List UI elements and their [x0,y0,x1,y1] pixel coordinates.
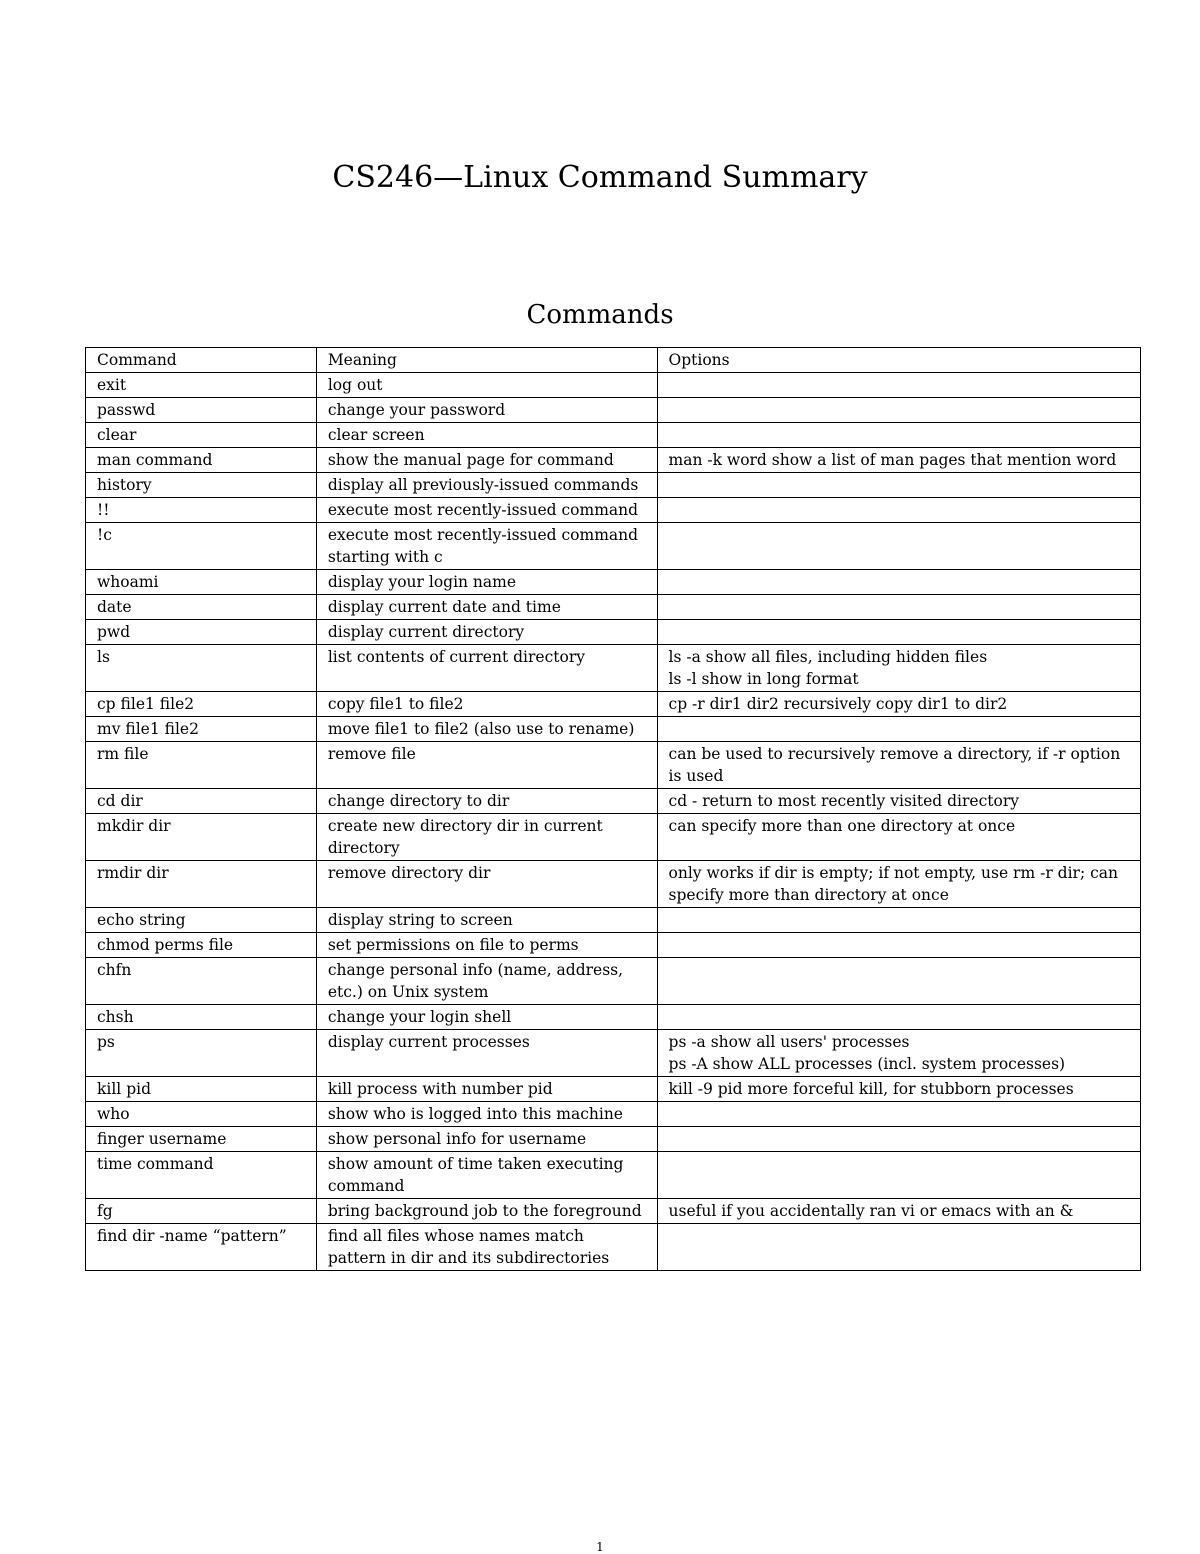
cell-options [657,1127,1140,1152]
table-row [86,448,1141,473]
cell-options [657,933,1140,958]
table-row [86,692,1141,717]
cell-meaning: show amount of time taken executing command [316,1152,657,1199]
table-row [86,1077,1141,1102]
table-row [86,523,1141,570]
cell-meaning: change directory to dir [316,789,657,814]
cell-options [657,908,1140,933]
cell-command: cd dir [86,789,317,814]
table-row [86,958,1141,1005]
cell-options [657,717,1140,742]
cell-options [657,423,1140,448]
page-title: CS246—Linux Command Summary [332,160,868,195]
table-row [86,620,1141,645]
table-row [86,423,1141,448]
header-options: Options [657,348,1140,373]
cell-meaning: create new directory dir in current directory [316,814,657,861]
cell-meaning: execute most recently-issued command starting with c [316,523,657,570]
table-row [86,645,1141,692]
cell-meaning: list contents of current directory [316,645,657,692]
cell-meaning: display current directory [316,620,657,645]
table-row [86,742,1141,789]
cell-meaning: clear screen [316,423,657,448]
command-table [85,347,1141,1271]
cell-command: date [86,595,317,620]
cell-meaning: copy file1 to file2 [316,692,657,717]
table-row [86,1224,1141,1271]
cell-options [657,498,1140,523]
cell-options: can be used to recursively remove a directory, if -r option is used [657,742,1140,789]
cell-command: passwd [86,398,317,423]
cell-command: echo string [86,908,317,933]
section-title: Commands [526,300,674,330]
cell-meaning: kill process with number pid [316,1077,657,1102]
option-line: ps -A show ALL processes (incl. system processes) [668,1055,1066,1073]
cell-meaning: find all files whose names match pattern in dir and its subdirectories [316,1224,657,1271]
cell-meaning: bring background job to the foreground [316,1199,657,1224]
cell-command: chmod perms file [86,933,317,958]
cell-command: history [86,473,317,498]
cell-meaning: display your login name [316,570,657,595]
cell-options: man -k word show a list of man pages that mention word [657,448,1140,473]
cell-options: only works if dir is empty; if not empty, use rm -r dir; can specify more than directory at once [657,861,1140,908]
cell-command: ls [86,645,317,692]
table-row [86,1005,1141,1030]
cell-command: !! [86,498,317,523]
cell-meaning: show the manual page for command [316,448,657,473]
cell-options: useful if you accidentally ran vi or emacs with an & [657,1199,1140,1224]
cell-command: clear [86,423,317,448]
cell-meaning: change your password [316,398,657,423]
table-row [86,570,1141,595]
cell-meaning: move file1 to file2 (also use to rename) [316,717,657,742]
cell-options [657,473,1140,498]
cell-command: chsh [86,1005,317,1030]
cell-options [657,1152,1140,1199]
cell-options [657,595,1140,620]
header-meaning: Meaning [316,348,657,373]
cell-meaning: display current date and time [316,595,657,620]
cell-meaning: display all previously-issued commands [316,473,657,498]
table-row [86,789,1141,814]
cell-options [657,373,1140,398]
cell-options: cd - return to most recently visited directory [657,789,1140,814]
cell-options [657,645,1140,692]
table-row [86,1127,1141,1152]
header-command: Command [86,348,317,373]
table-row [86,1102,1141,1127]
table-row [86,1030,1141,1077]
cell-options [657,1102,1140,1127]
cell-meaning: remove directory dir [316,861,657,908]
cell-command: mkdir dir [86,814,317,861]
cell-options: cp -r dir1 dir2 recursively copy dir1 to dir2 [657,692,1140,717]
cell-options: kill -9 pid more forceful kill, for stubborn processes [657,1077,1140,1102]
cell-command: pwd [86,620,317,645]
cell-meaning: change your login shell [316,1005,657,1030]
table-row [86,398,1141,423]
table-row [86,595,1141,620]
cell-options [657,1224,1140,1271]
option-line: ps -a show all users' processes [668,1033,910,1051]
table-row [86,908,1141,933]
table-row [86,861,1141,908]
table-row [86,473,1141,498]
cell-command: who [86,1102,317,1127]
cell-command: find dir -name “pattern” [86,1224,317,1271]
cell-options [657,1030,1140,1077]
cell-command: exit [86,373,317,398]
cell-meaning: change personal info (name, address, etc.) on Unix system [316,958,657,1005]
cell-meaning: log out [316,373,657,398]
cell-meaning: show who is logged into this machine [316,1102,657,1127]
cell-meaning: set permissions on file to perms [316,933,657,958]
page-number: 1 [596,1540,604,1554]
cell-options [657,398,1140,423]
cell-command: fg [86,1199,317,1224]
cell-command: chfn [86,958,317,1005]
table-row [86,373,1141,398]
cell-meaning: display string to screen [316,908,657,933]
cell-command: finger username [86,1127,317,1152]
cell-meaning: show personal info for username [316,1127,657,1152]
table-row [86,814,1141,861]
cell-command: !c [86,523,317,570]
table-row [86,717,1141,742]
cell-options: can specify more than one directory at once [657,814,1140,861]
cell-meaning: remove file [316,742,657,789]
option-line: ls -a show all files, including hidden files [668,648,988,666]
cell-options [657,958,1140,1005]
cell-command: rm file [86,742,317,789]
table-header-row [86,348,1141,373]
cell-command: rmdir dir [86,861,317,908]
option-line: ls -l show in long format [668,670,859,688]
table-row [86,933,1141,958]
cell-options [657,1005,1140,1030]
cell-options [657,523,1140,570]
cell-options [657,620,1140,645]
cell-options [657,570,1140,595]
cell-command: kill pid [86,1077,317,1102]
cell-command: man command [86,448,317,473]
cell-command: whoami [86,570,317,595]
table-row [86,498,1141,523]
cell-meaning: display current processes [316,1030,657,1077]
cell-meaning: execute most recently-issued command [316,498,657,523]
cell-command: ps [86,1030,317,1077]
cell-command: mv file1 file2 [86,717,317,742]
cell-command: cp file1 file2 [86,692,317,717]
table-row [86,1199,1141,1224]
table-row [86,1152,1141,1199]
cell-command: time command [86,1152,317,1199]
